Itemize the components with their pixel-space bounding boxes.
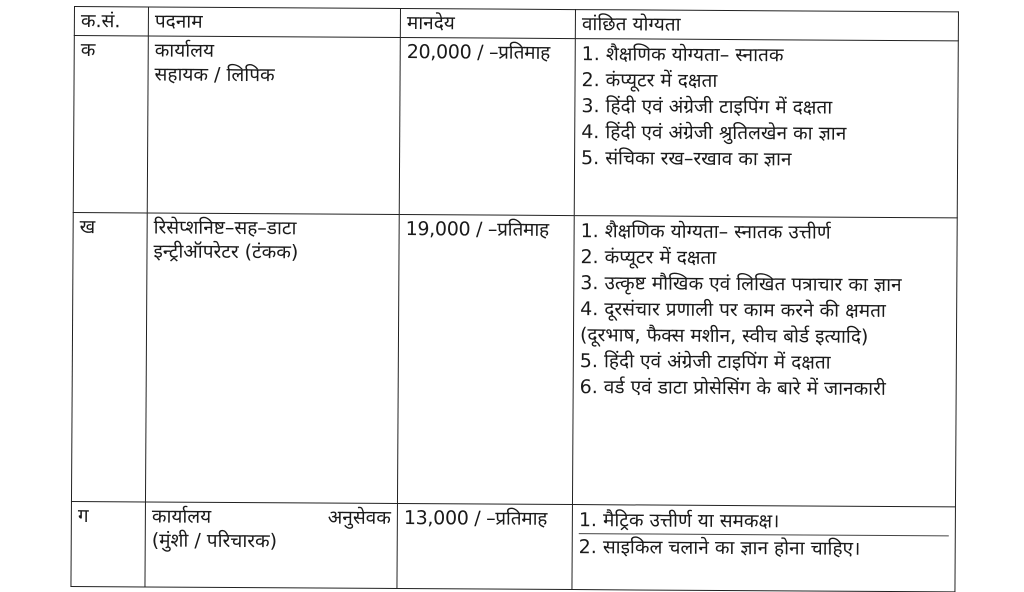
pay-cell: 19,000 / –प्रतिमाह [397, 214, 574, 504]
list-item: 5. हिंदी एवं अंग्रेजी टाइपिंग में दक्षता [579, 350, 831, 374]
qualification-cell [574, 39, 958, 218]
list-item: 3. उत्कृष्ट मौखिक एवं लिखित पत्राचार का ज्ञान [580, 272, 902, 297]
list-item: 1. मैट्रिक उत्तीर्ण या समकक्ष। [578, 509, 780, 533]
posts-table [70, 6, 959, 592]
list-item: 4. हिंदी एवं अंग्रेजी श्रुतिलखेन का ज्ञान [581, 121, 847, 145]
list-item: 1. शैक्षणिक योग्यता– स्नातक उत्तीर्ण [580, 220, 831, 244]
post-line [152, 504, 391, 529]
serial-cell: क [73, 36, 148, 213]
qualification-cell [572, 505, 956, 592]
post-line: कार्यालय [154, 39, 215, 62]
header-post: पदनाम [148, 7, 400, 38]
pay-cell: 13,000 / –प्रतिमाह [397, 503, 573, 589]
list-item: 2. कंप्यूटर में दक्षता [580, 246, 717, 269]
list-item: 4. दूरसंचार प्रणाली पर काम करने की क्षमता (दूरभाष, फैक्स मशीन, स्वीच बोर्ड इत्यादि) [579, 298, 886, 348]
post-word: कार्यालय [151, 505, 212, 528]
qualification-cell [572, 216, 957, 507]
pay-cell: 20,000 / –प्रतिमाह [399, 37, 575, 215]
list-item: 6. वर्ड एवं डाटा प्रोसेसिंग के बारे में जानकारी [579, 376, 886, 400]
post-line: सहायक / लिपिक [154, 63, 275, 87]
post-line: रिसेप्शनिष्ट–सह–डाटा [153, 216, 297, 240]
list-item: 3. हिंदी एवं अंग्रेजी टाइपिंग में दक्षता [581, 95, 833, 119]
list-item: 1. शैक्षणिक योग्यता– स्नातक [581, 43, 784, 67]
table-row [71, 501, 956, 591]
header-qualification: वांछित योग्यता [575, 10, 958, 41]
serial-cell: ख [71, 212, 147, 501]
post-word: अनुसेवक [327, 506, 391, 529]
post-line: (मुंशी / परिचारक) [151, 529, 278, 553]
table-row [73, 36, 958, 218]
header-serial: क.सं. [74, 7, 148, 36]
qualification-list [580, 218, 951, 402]
list-item: 2. साइकिल चलाने का ज्ञान होना चाहिए। [579, 533, 949, 562]
qualification-list [579, 507, 949, 562]
header-pay: मानदेय [400, 8, 575, 38]
post-cell [145, 213, 399, 504]
serial-cell: ग [71, 501, 146, 586]
post-line: इन्ट्रीऑपरेटर (टंकक) [153, 240, 299, 264]
post-cell [147, 36, 400, 215]
list-item: 2. कंप्यूटर में दक्षता [581, 69, 718, 92]
qualification-list [581, 41, 952, 173]
list-item: 5. संचिका रख–रखाव का ज्ञान [581, 147, 792, 171]
table-row [71, 212, 957, 506]
